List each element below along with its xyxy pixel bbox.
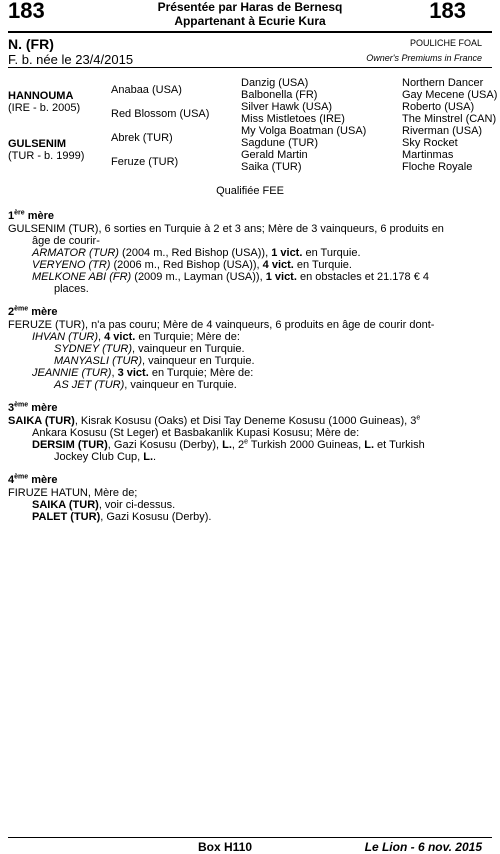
qualification: Qualifiée FEE [216,185,284,197]
premiums-note: Owner's Premiums in France [366,53,482,63]
pedigree-g4-item: Roberto (USA) [402,101,475,113]
header-rule [8,31,492,33]
box-number: Box H110 [198,840,253,854]
horse-category: POULICHE FOAL [409,38,482,48]
dam2-produce-2: JEANNIE (TUR), 3 vict. en Turquie; Mère de: [32,367,254,379]
horse-birth: F. b. née le 23/4/2015 [8,52,134,67]
dam3-saika-l2: Ankara Kosusu (St Leger) et Basbakanlik Kupasi Kosusu; Mère de: [32,427,360,439]
pedigree-g2-1: Red Blossom (USA) [111,108,210,120]
section-title-dam3: 3ème mère [8,401,58,414]
horse-name: N. (FR) [8,36,54,52]
pedigree-g3-item: Miss Mistletoes (IRE) [241,113,345,125]
dam1-produce-2: VERYENO (TR) (2006 m., Red Bishop (USA)), 4 vict. en Turquie. [32,259,352,271]
dam3-dersim-l1: DERSIM (TUR), Gazi Kosusu (Derby), L., 2e Turkish 2000 Guineas, L. et Turkish [32,438,425,451]
dam4-produce-1: SAIKA (TUR), voir ci-dessus. [32,499,176,511]
dam2-intro: FERUZE (TUR), n'a pas couru; Mère de 4 vainqueurs, 6 produits en âge de courir dont- [8,319,435,331]
sire-block [8,90,80,114]
pedigree-g3 [241,77,366,173]
lot-number-left: 183 [8,0,45,23]
pedigree-g3-item: Danzig (USA) [241,77,309,89]
pedigree-g3-item: Balbonella (FR) [241,89,318,101]
dam4-intro: FIRUZE HATUN, Mère de; [8,487,138,499]
pedigree-rule [8,67,492,68]
dam1-produce-3: MELKONE ABI (FR) (2009 m., Layman (USA)), 1 vict. en obstacles et 21.178 € 4 [32,271,430,283]
pedigree-g2-3: Feruze (TUR) [111,156,179,168]
section-title-dam4: 4ème mère [8,473,58,486]
pedigree-g3-item: Gerald Martin [241,149,308,161]
pedigree-g4-item: Northern Dancer [402,77,484,89]
dam1-produce-3-cont: places. [54,283,89,295]
pedigree-g4-item: Floche Royale [402,161,473,173]
pedigree-g3-item: My Volga Boatman (USA) [241,125,367,137]
pedigree-g2-2: Abrek (TUR) [111,132,173,144]
dam-block [8,138,84,162]
dam-details: (TUR - b. 1999) [8,150,85,162]
dam1-produce-1: ARMATOR (TUR) (2004 m., Red Bishop (USA)), 1 vict. en Turquie. [32,247,361,259]
pedigree-g4-item: The Minstrel (CAN) [402,113,497,125]
dam-name: GULSENIM [8,138,67,150]
footer-rule [8,837,492,838]
pedigree-g4-item: Sky Rocket [402,137,458,149]
pedigree-g4-item: Riverman (USA) [402,125,483,137]
dam3-saika-l1: SAIKA (TUR), Kisrak Kosusu (Oaks) et Disi Tay Deneme Kosusu (1000 Guineas), 3e [8,414,421,427]
pedigree-g3-item: Sagdune (TUR) [241,137,319,149]
dam2-produce-1b: MANYASLI (TUR), vainqueur en Turquie. [54,355,255,367]
dam4-produce-2: PALET (TUR), Gazi Kosusu (Derby). [32,511,212,523]
dam1-intro-l2: âge de courir- [32,235,100,247]
pedigree-g3-item: Silver Hawk (USA) [241,101,333,113]
pedigree-g4-item: Martinmas [402,149,454,161]
pedigree-g3-item: Saika (TUR) [241,161,302,173]
section-title-dam2: 2ème mère [8,305,58,318]
dam2-produce-1: IHVAN (TUR), 4 vict. en Turquie; Mère de: [32,331,240,343]
consignor-line: Présentée par Haras de Bernesq [157,0,343,14]
pedigree-g4-item: Gay Mecene (USA) [402,89,498,101]
pedigree-g2-0: Anabaa (USA) [111,84,182,96]
owner-line: Appartenant à Ecurie Kura [174,14,326,28]
pedigree-g4 [402,77,497,173]
sale-venue-date: Le Lion - 6 nov. 2015 [364,840,482,854]
lot-number-right: 183 [429,0,466,23]
sire-details: (IRE - b. 2005) [8,102,81,114]
dam3-dersim-l2: Jockey Club Cup, L.. [54,451,157,463]
sire-name: HANNOUMA [8,90,74,102]
dam1-intro-l1: GULSENIM (TUR), 6 sorties en Turquie à 2 et 3 ans; Mère de 3 vainqueurs, 6 produits en [8,223,444,235]
section-title-dam1: 1ère mère [8,209,54,222]
dam2-produce-2a: AS JET (TUR), vainqueur en Turquie. [54,379,237,391]
dam2-produce-1a: SYDNEY (TUR), vainqueur en Turquie. [54,343,245,355]
